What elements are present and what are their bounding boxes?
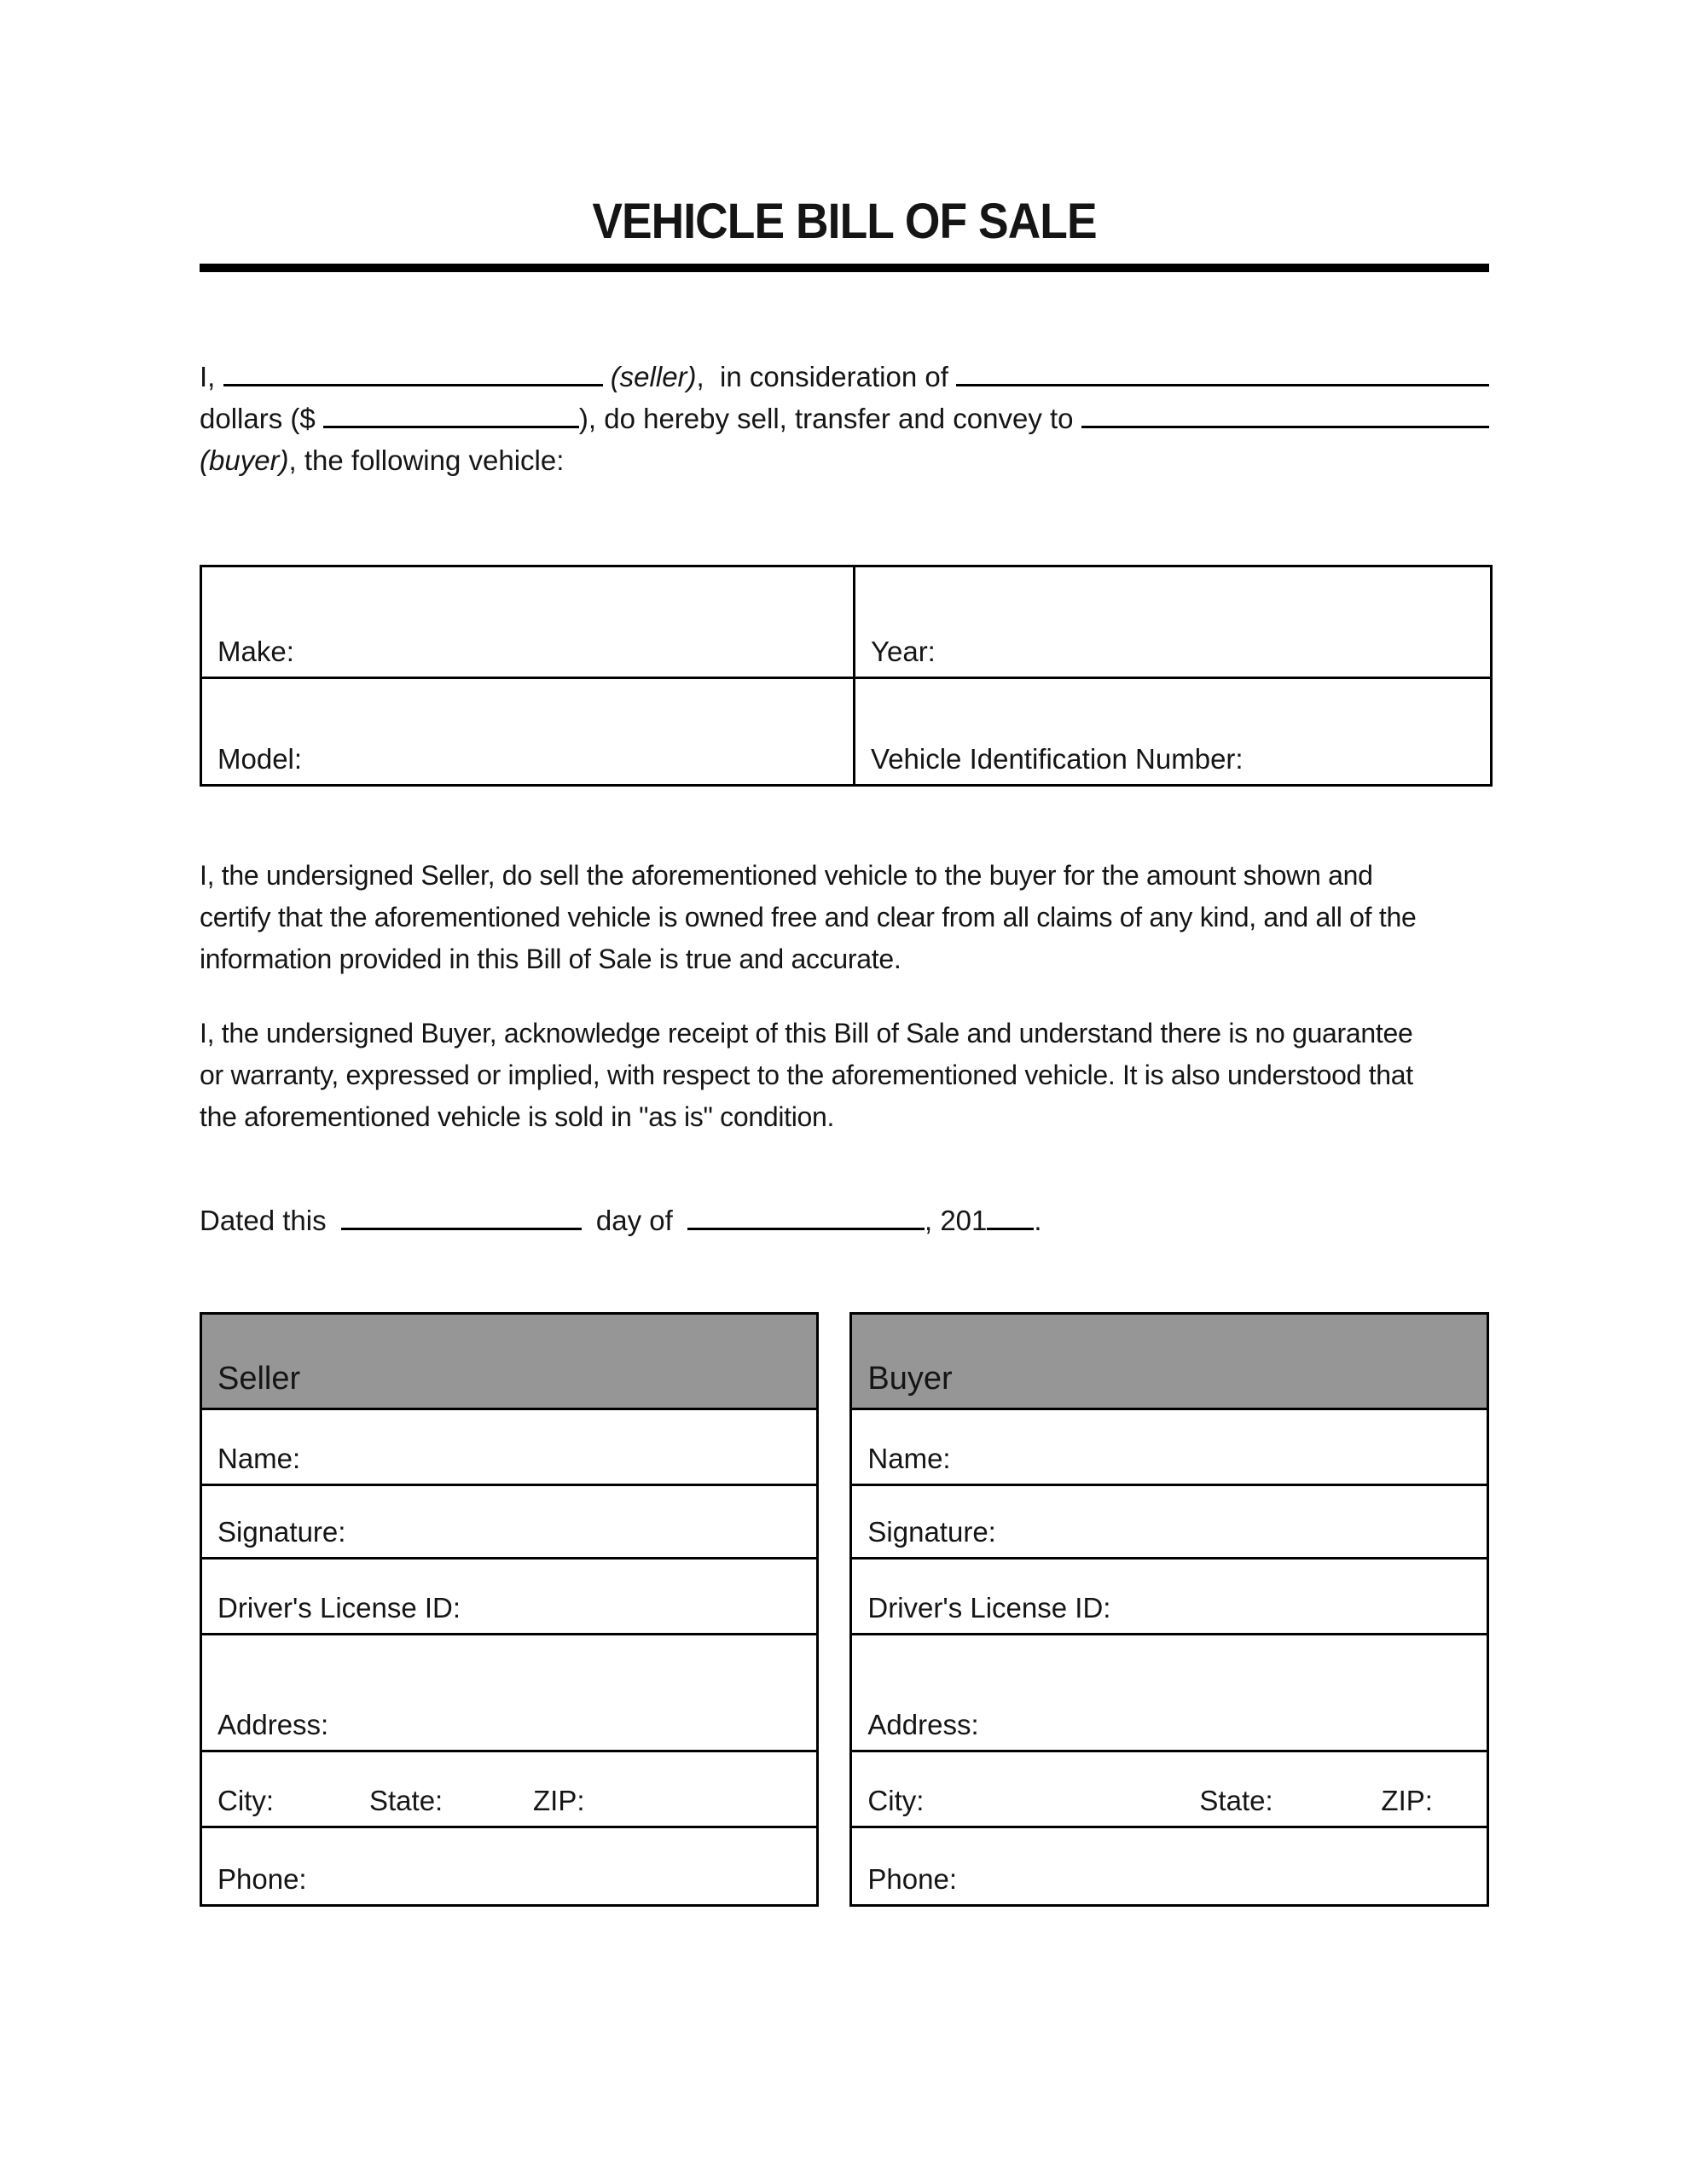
model-cell	[201, 678, 855, 786]
seller-phone-label: Phone:	[217, 1863, 307, 1895]
make-label: Make:	[217, 636, 294, 667]
seller-license-row	[202, 1560, 816, 1635]
dated-suffix: .	[1034, 1205, 1042, 1236]
intro-line-2	[200, 403, 1489, 444]
seller-state-label: State:	[369, 1785, 443, 1816]
intro-line1-pre: I,	[200, 361, 223, 392]
document-content	[200, 0, 1489, 1907]
seller-paragraph-line-2: certify that the aforementioned vehicle is owned free and clear from all claims of any kind, and all of the	[200, 902, 1417, 932]
make-cell	[201, 566, 855, 678]
table-row	[201, 678, 1492, 786]
vin-label: Vehicle Identification Number:	[871, 743, 1244, 775]
seller-signature-row	[202, 1486, 816, 1560]
seller-italic-word: (seller)	[610, 361, 697, 392]
buyer-signature-label: Signature:	[867, 1516, 996, 1548]
buyer-license-label: Driver's License ID:	[867, 1592, 1111, 1623]
vin-cell	[855, 678, 1492, 786]
dated-year-prefix: , 201	[924, 1205, 988, 1236]
buyer-paragraph-line-2: or warranty, expressed or implied, with respect to the aforementioned vehicle. It is also understood that	[200, 1060, 1413, 1090]
page-title: VEHICLE BILL OF SALE	[592, 194, 1097, 249]
buyer-box	[849, 1312, 1489, 1907]
seller-zip-label: ZIP:	[533, 1785, 585, 1816]
seller-name-label: Name:	[217, 1443, 301, 1474]
buyer-paragraph-line-3: the aforementioned vehicle is sold in "as is" condition.	[200, 1101, 835, 1132]
buyer-box-header	[852, 1315, 1487, 1410]
buyer-header-label: Buyer	[867, 1361, 953, 1397]
buyer-state-label: State:	[1199, 1785, 1273, 1816]
seller-name-blank	[223, 384, 603, 386]
intro-paragraph	[200, 361, 1489, 486]
dated-line	[200, 1205, 1489, 1237]
buyer-city-state-zip-row	[852, 1752, 1487, 1828]
table-row	[201, 566, 1492, 678]
buyer-name-blank	[1081, 426, 1489, 428]
date-month-blank	[687, 1228, 925, 1230]
seller-address-label: Address:	[217, 1709, 329, 1740]
buyer-phone-label: Phone:	[867, 1863, 957, 1895]
seller-header-label: Seller	[217, 1361, 301, 1397]
model-label: Model:	[217, 743, 303, 775]
intro-line1-mid: , in consideration of	[696, 361, 957, 392]
buyer-address-row	[852, 1635, 1487, 1752]
buyer-city-label: City:	[867, 1785, 925, 1816]
vehicle-info-table	[200, 565, 1493, 787]
seller-box	[200, 1312, 819, 1907]
intro-seller-word-wrap	[603, 361, 697, 393]
year-cell	[855, 566, 1492, 678]
seller-phone-row	[202, 1828, 816, 1904]
buyer-phone-row	[852, 1828, 1487, 1904]
buyer-italic-word: (buyer)	[200, 444, 289, 476]
buyer-zip-label: ZIP:	[1381, 1785, 1433, 1816]
seller-box-header	[202, 1315, 816, 1410]
dated-prefix: Dated this	[200, 1205, 334, 1236]
seller-paragraph-line-1: I, the undersigned Seller, do sell the aforementioned vehicle to the buyer for the amount shown and	[200, 860, 1373, 891]
seller-city-state-zip-row	[202, 1752, 816, 1828]
dated-day-of: day of	[588, 1205, 681, 1236]
dollar-amount-blank	[323, 426, 579, 428]
consideration-blank	[956, 384, 1489, 386]
intro-line2-pre: dollars ($	[200, 403, 323, 434]
seller-city-label: City:	[217, 1785, 274, 1816]
intro-line-1	[200, 361, 1489, 403]
date-day-blank	[341, 1228, 582, 1230]
party-boxes	[200, 1312, 1489, 1907]
date-year-blank	[987, 1228, 1034, 1230]
buyer-paragraph-line-1: I, the undersigned Buyer, acknowledge receipt of this Bill of Sale and understand there is no guarantee	[200, 1018, 1413, 1048]
buyer-acknowledgement-paragraph	[200, 1013, 1489, 1138]
buyer-name-label: Name:	[867, 1443, 951, 1474]
buyer-signature-row	[852, 1486, 1487, 1560]
seller-paragraph-line-3: information provided in this Bill of Sale is true and accurate.	[200, 944, 901, 974]
intro-line3-rest: , the following vehicle:	[288, 444, 565, 476]
title-double-rule	[200, 264, 1489, 272]
seller-signature-label: Signature:	[217, 1516, 346, 1548]
seller-address-row	[202, 1635, 816, 1752]
seller-certification-paragraph	[200, 855, 1489, 980]
buyer-address-label: Address:	[867, 1709, 979, 1740]
buyer-license-row	[852, 1560, 1487, 1635]
intro-line2-mid: ), do hereby sell, transfer and convey to	[578, 403, 1081, 434]
buyer-name-row	[852, 1410, 1487, 1486]
seller-license-label: Driver's License ID:	[217, 1592, 461, 1623]
seller-name-row	[202, 1410, 816, 1486]
year-label: Year:	[871, 636, 936, 667]
intro-line-3	[200, 444, 1489, 486]
